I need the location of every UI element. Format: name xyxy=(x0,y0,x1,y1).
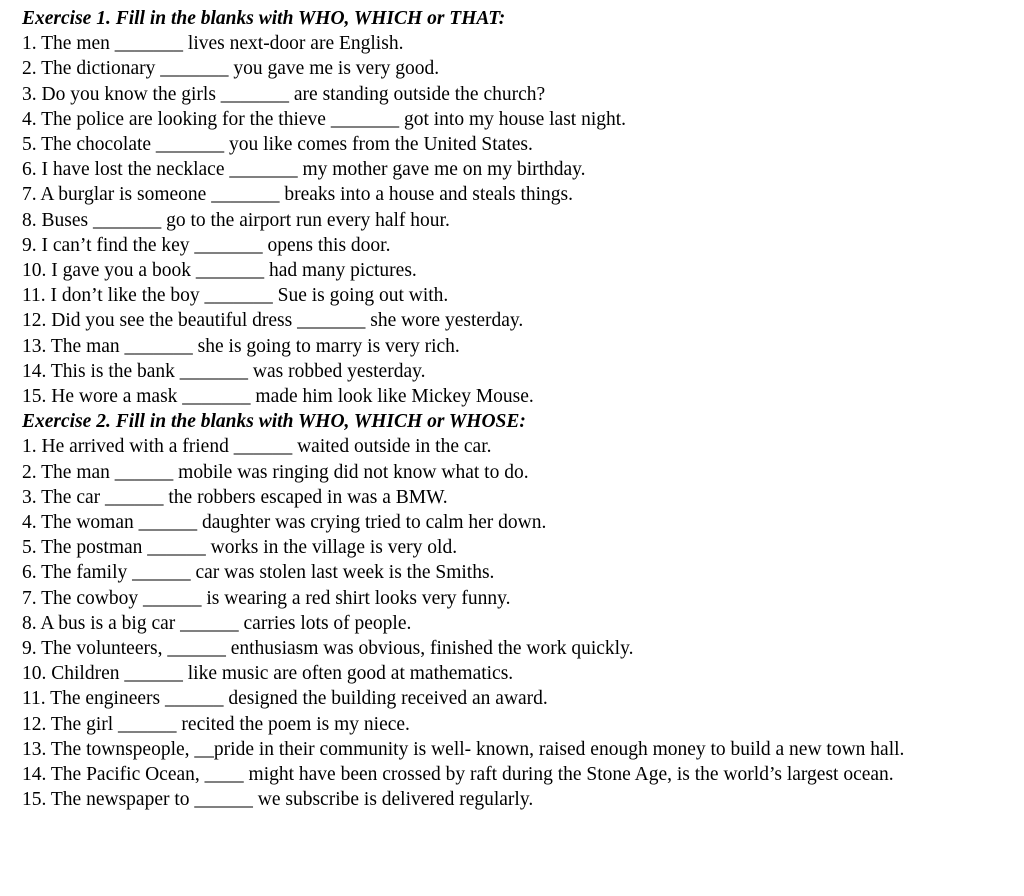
exercise-2-item: 6. The family ______ car was stolen last week is the Smiths. xyxy=(22,562,495,584)
exercise-1-item: 6. I have lost the necklace _______ my mother gave me on my birthday. xyxy=(22,159,586,181)
exercise-1-item: 8. Buses _______ go to the airport run every half hour. xyxy=(22,209,450,231)
exercise-2-item: 1. He arrived with a friend ______ waited outside in the car. xyxy=(22,436,492,458)
exercise-1-item: 14. This is the bank _______ was robbed yesterday. xyxy=(22,360,426,382)
exercise-2-item: 4. The woman ______ daughter was crying tried to calm her down. xyxy=(22,512,547,534)
exercise-2-item: 10. Children ______ like music are often good at mathematics. xyxy=(22,663,514,685)
exercise-1-item: 5. The chocolate _______ you like comes from the United States. xyxy=(22,134,533,156)
exercise-1-item: 15. He wore a mask _______ made him look like Mickey Mouse. xyxy=(22,386,534,408)
exercise-2-item: 14. The Pacific Ocean, ____ might have been crossed by raft during the Stone Age, is the world’s largest ocean. xyxy=(22,764,894,786)
exercise-1-item: 2. The dictionary _______ you gave me is very good. xyxy=(22,58,440,80)
exercise-1-item: 13. The man _______ she is going to marry is very rich. xyxy=(22,335,460,357)
exercise-2-item: 9. The volunteers, ______ enthusiasm was obvious, finished the work quickly. xyxy=(22,638,634,660)
exercise-2-items xyxy=(22,434,1007,812)
exercise-1-item: 11. I don’t like the boy _______ Sue is going out with. xyxy=(22,285,449,307)
exercise-1-item: 10. I gave you a book _______ had many pictures. xyxy=(22,260,417,282)
exercise-1-item: 3. Do you know the girls _______ are standing outside the church? xyxy=(22,83,546,105)
exercise-1-item: 4. The police are looking for the thieve _______ got into my house last night. xyxy=(22,108,627,130)
exercise-2-item: 3. The car ______ the robbers escaped in was a BMW. xyxy=(22,486,448,508)
exercise-2-item: 11. The engineers ______ designed the building received an award. xyxy=(22,688,548,710)
exercise-1 xyxy=(22,6,1007,409)
exercise-1-item: 12. Did you see the beautiful dress _______ she wore yesterday. xyxy=(22,310,524,332)
exercise-1-heading: Exercise 1. Fill in the blanks with WHO, WHICH or THAT: xyxy=(22,8,506,29)
exercise-2-item: 2. The man ______ mobile was ringing did not know what to do. xyxy=(22,461,529,483)
worksheet xyxy=(22,6,1007,813)
exercise-2-item: 12. The girl ______ recited the poem is my niece. xyxy=(22,713,410,735)
exercise-2-item: 13. The townspeople, __pride in their community is well- known, raised enough money to build a new town hall. xyxy=(22,738,905,760)
exercise-2-heading: Exercise 2. Fill in the blanks with WHO, WHICH or WHOSE: xyxy=(22,411,526,433)
exercise-2-item: 7. The cowboy ______ is wearing a red shirt looks very funny. xyxy=(22,587,511,609)
exercise-2-item: 15. The newspaper to ______ we subscribe is delivered regularly. xyxy=(22,789,534,811)
exercise-1-item: 7. A burglar is someone _______ breaks into a house and steals things. xyxy=(22,184,573,206)
exercise-2 xyxy=(22,409,1007,812)
exercise-2-item: 8. A bus is a big car ______ carries lots of people. xyxy=(22,612,412,634)
exercise-1-item: 9. I can’t find the key _______ opens this door. xyxy=(22,234,391,256)
exercise-1-item: 1. The men _______ lives next-door are English. xyxy=(22,33,404,55)
exercise-1-items xyxy=(22,31,1007,409)
exercise-2-item: 5. The postman ______ works in the village is very old. xyxy=(22,537,458,559)
